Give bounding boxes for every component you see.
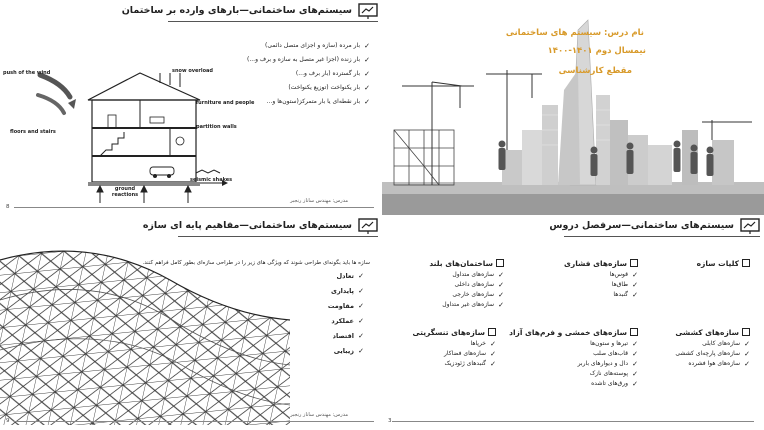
slide-title: سیستم‌های ساختمانی—مفاهیم پایه ای سازه (142, 220, 352, 231)
properties-list (328, 272, 364, 362)
list-item: ✓ سازه‌های فضاکار (413, 350, 496, 357)
group-bending (509, 328, 638, 390)
list-item: ✓ پایداری (328, 287, 364, 295)
slide-title-page (382, 0, 764, 215)
group-compression (564, 259, 638, 301)
group-title: سازه‌های خمشی و فرم‌های آزاد (509, 328, 638, 337)
group-lattice (413, 328, 496, 370)
list-item: ✓ خرپاها (413, 340, 496, 347)
list-item: ✓ سازه‌های هوا فشرده (675, 360, 750, 367)
list-item: ✓ قاب‌های صلب (509, 350, 638, 357)
list-item: ✓ سازه‌های متداول (429, 271, 504, 278)
slide-concepts (0, 215, 382, 430)
footer-rule (392, 421, 754, 422)
label-floors-and-stairs: floors and stairs (10, 129, 56, 135)
list-item: ✓ بار گسترده (بار برف و...) (220, 70, 370, 78)
page-number: 3 (388, 418, 392, 424)
group-title: کلیات سازه (697, 259, 750, 268)
page-number: 8 (6, 204, 10, 210)
list-item: ✓ پوسته‌های نازک (509, 370, 638, 377)
group-title: سازه‌های تنسگریتی (413, 328, 496, 337)
list-item: ✓ تیرها و ستون‌ها (509, 340, 638, 347)
group-title: سازه‌های کششی (675, 328, 750, 337)
group-tension (675, 328, 750, 370)
group-title: ساختمان‌های بلند (429, 259, 504, 268)
presentation-icon (358, 218, 378, 234)
list-item: ✓ طاق‌ها (564, 281, 638, 288)
footer-instructor: مدرس: مهندس ساناز رنجبر (290, 198, 348, 204)
presentation-icon (358, 3, 378, 19)
footer-instructor: مدرس: مهندس ساناز رنجبر (290, 412, 348, 418)
list-item: ✓ سازه‌های داخلی (429, 281, 504, 288)
label-ground-reactions: ground reactions (111, 186, 139, 198)
group-title: سازه‌های فشاری (564, 259, 638, 268)
list-item: ✓ سازه‌های کابلی (675, 340, 750, 347)
slide-title: سیستم‌های ساختمانی—سرفصل دروس (549, 220, 734, 231)
footer-rule (14, 207, 374, 208)
presentation-icon (740, 218, 760, 234)
list-item: ✓ سازه‌های غیر متداول (429, 301, 504, 308)
slide-title: سیستم‌های ساختمانی—بارهای وارده بر ساختمان (121, 5, 352, 16)
list-item: ✓ قوس‌ها (564, 271, 638, 278)
loads-list (220, 42, 370, 112)
list-item: ✓ ورق‌های تاشده (509, 380, 638, 387)
label-snow-overload: snow overload (172, 68, 213, 74)
intro-text: سازه ها باید بگونه‌ای طراحی شوند که ویژگی های زیر را در طراحی سازه‌ای بطور کامل فراهم کنند. (142, 260, 370, 266)
degree-level: مقطع کارشناسی (558, 66, 632, 76)
group-highrise (429, 259, 504, 311)
slide-course-outline (382, 215, 764, 430)
footer-rule (14, 421, 374, 422)
list-item: ✓ سازه‌های پارچه‌ای کششی (675, 350, 750, 357)
list-item: ✓ بار مرده (سازه و اجزای متصل دائمی) (220, 42, 370, 50)
space-frame-illustration (0, 240, 290, 425)
label-partition-walls: partition walls (196, 124, 237, 130)
course-name: نام درس: سیستم های ساختمانی (505, 28, 644, 38)
slide-loads (0, 0, 382, 215)
list-item: ✓ زیبایی (328, 347, 364, 355)
list-item: ✓ بار یکنواخت (توزیع یکنواخت) (220, 84, 370, 92)
header-rule (178, 236, 378, 237)
page-number: 9 (6, 418, 10, 424)
label-furniture-and-people: furniture and people (196, 100, 255, 106)
label-seismic-shakes: seismic shakes (190, 177, 233, 183)
list-item: ✓ مقاومت (328, 302, 364, 310)
list-item: ✓ سازه‌های خارجی (429, 291, 504, 298)
header-rule (168, 21, 378, 22)
list-item: ✓ اقتصاد (328, 332, 364, 340)
list-item: ✓ گنبدهای ژئودزیک (413, 360, 496, 367)
list-item: ✓ بار نقطه‌ای یا بار متمرکز(ستون‌ها و... (220, 98, 370, 106)
list-item: ✓ عملکرد (328, 317, 364, 325)
list-item: ✓ دال و دیوارهای باربر (509, 360, 638, 367)
header-rule (564, 236, 760, 237)
list-item: ✓ بار زنده (اجزا غیر متصل به سازه و برف و...) (220, 56, 370, 64)
list-item: ✓ گنبدها (564, 291, 638, 298)
semester: نیمسال دوم ۱۴۰۱-۱۴۰۰ (547, 46, 646, 56)
label-push-of-wind: push of the wind (3, 70, 51, 76)
group-general (697, 259, 750, 268)
list-item: ✓ تعادل (328, 272, 364, 280)
